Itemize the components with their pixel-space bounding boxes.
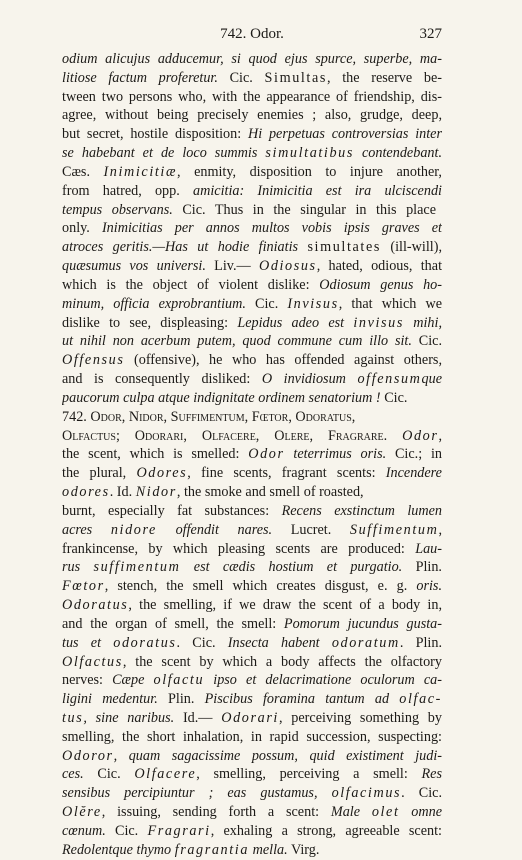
- text-line: [62, 182, 442, 201]
- text-run: tus: [62, 709, 84, 726]
- text-run: Olĕre: [62, 804, 102, 821]
- text-run: simultates: [307, 239, 381, 256]
- text-line: [62, 841, 442, 860]
- text-run: but secret, hostile disposition:: [62, 126, 248, 143]
- text-run: Recens exstinctum lumen: [281, 502, 442, 519]
- text-run: burnt, especially fat substances:: [62, 502, 282, 519]
- text-run: Cic.: [245, 295, 288, 312]
- text-run: Offensus: [62, 352, 125, 369]
- text-run: (offensive), he who has offended against others,: [124, 352, 442, 369]
- text-run: Olfacere: [134, 766, 197, 783]
- text-run: tempus observans.: [62, 201, 173, 218]
- text-run: Fragrari: [147, 822, 211, 839]
- text-run: mella.: [249, 841, 288, 858]
- text-run: simultatibus: [265, 145, 354, 162]
- text-line: [62, 653, 442, 672]
- text-line: [62, 483, 442, 502]
- text-run: Cic.: [217, 69, 265, 86]
- text-run: which is the object of violent dislike:: [62, 276, 320, 293]
- text-run: fragrantia: [174, 841, 250, 858]
- text-line: [62, 521, 442, 540]
- text-run: Insecta habent: [227, 634, 332, 651]
- text-line: [62, 163, 442, 182]
- text-run: Cic.: [105, 822, 148, 839]
- text-line: [62, 671, 442, 690]
- text-run: Cic. Thus in the singular in this place: [172, 201, 437, 218]
- text-run: tween two persons who, with the appearance of friendship, dis-: [62, 88, 442, 105]
- text-run: , quam sagacissime possum, quid existiment judi-: [113, 747, 442, 764]
- text-run: suffimentum: [93, 559, 181, 576]
- text-run: Male: [330, 804, 372, 821]
- text-line: [62, 332, 442, 351]
- text-run: (ill-will),: [380, 239, 442, 256]
- text-run: teterrimus oris.: [284, 446, 387, 463]
- text-run: Odoratus: [62, 597, 129, 614]
- text-run: nidore: [110, 521, 157, 538]
- text-run: Nidor: [135, 484, 177, 501]
- text-run: ,: [438, 427, 442, 444]
- text-run: , the scent by which a body affects the olfactory: [122, 653, 442, 670]
- text-run: dislike to see, displeasing:: [62, 314, 238, 331]
- text-run: Cic.; in: [386, 446, 442, 463]
- text-run: que: [421, 371, 442, 388]
- text-run: Inimicitiæ: [103, 163, 178, 180]
- text-run: Piscibus foramina tantum ad: [204, 691, 400, 708]
- text-run: tus et: [62, 634, 114, 651]
- text-run: Odor, Nidor, Suffimentum, Fœtor, Odoratus,: [90, 408, 356, 425]
- text-run: , hated, odious, that: [316, 258, 442, 275]
- text-run: Cic.: [380, 389, 408, 406]
- text-run: odores: [62, 484, 110, 501]
- text-run: offensum: [357, 371, 422, 388]
- text-run: Plin.: [402, 559, 442, 576]
- text-run: ligini medentur.: [62, 691, 158, 708]
- text-line: [62, 709, 442, 728]
- text-line: [62, 747, 442, 766]
- text-run: Virg.: [287, 841, 320, 858]
- text-run: Fœtor: [62, 578, 105, 595]
- text-run: , issuing, sending forth a scent:: [101, 804, 331, 821]
- text-run: paucorum culpa atque indignitate ordinem senatorium !: [62, 389, 381, 406]
- text-run: , sine naribus.: [83, 709, 175, 726]
- text-line: [62, 558, 442, 577]
- text-run: olet: [371, 804, 400, 821]
- text-run: frankincense, by which pleasing scents are produced:: [62, 540, 416, 557]
- text-line: [62, 408, 442, 427]
- text-line: [62, 822, 442, 841]
- page-number: 327: [419, 26, 442, 42]
- text-line: [62, 784, 442, 803]
- text-run: olfactu: [153, 672, 205, 689]
- text-run: agree, without being precisely enemies ; also, grudge, deep,: [62, 107, 442, 124]
- text-line: [62, 69, 442, 88]
- text-line: [62, 125, 442, 144]
- text-run: minum, officia exprobrantium.: [62, 295, 246, 312]
- text-line: [62, 464, 442, 483]
- text-line: [62, 314, 442, 333]
- text-line: [62, 257, 442, 276]
- text-run: . Cic.: [176, 634, 228, 651]
- text-run: Lucret.: [272, 521, 350, 538]
- text-line: [62, 238, 442, 257]
- text-line: [62, 106, 442, 125]
- text-line: [62, 144, 442, 163]
- text-run: odoratus: [113, 634, 177, 651]
- running-title: 742. Odor.: [220, 26, 284, 42]
- text-line: [62, 445, 442, 464]
- text-line: [62, 728, 442, 747]
- text-run: ipso et delacrimatione oculorum ca-: [204, 672, 442, 689]
- text-run: Pomorum jucundus gusta-: [283, 615, 442, 632]
- text-run: Plin.: [157, 691, 205, 708]
- text-run: , enmity, disposition to injure another,: [177, 163, 442, 180]
- text-run: Cæs.: [62, 163, 104, 180]
- text-run: Odores: [136, 465, 188, 482]
- text-run: olfacimus: [331, 785, 402, 802]
- text-run: contendebant.: [353, 145, 442, 162]
- text-run: and the organ of smell, the smell:: [62, 615, 284, 632]
- text-run: , the smoke and smell of roasted,: [176, 484, 364, 501]
- text-run: smelling, the short inhalation, in rapid succession, suspecting:: [62, 728, 442, 745]
- text-run: omne: [399, 804, 442, 821]
- text-line: [62, 370, 442, 389]
- text-run: ut nihil non acerbum putem, quod commune cum illo sit.: [62, 333, 412, 350]
- text-line: [62, 389, 442, 408]
- text-run: rus: [62, 559, 94, 576]
- text-run: Hi perpetuas controversias inter: [247, 126, 442, 143]
- text-line: [62, 615, 442, 634]
- text-run: 742.: [62, 408, 91, 425]
- text-run: Lau-: [415, 540, 442, 557]
- text-line: [62, 201, 442, 220]
- text-run: , smelling, perceiving a smell:: [196, 766, 422, 783]
- text-run: olfac-: [399, 691, 442, 708]
- text-run: , that which we: [338, 295, 442, 312]
- text-run: and is consequently disliked:: [62, 371, 262, 388]
- text-run: Redolentque thymo: [62, 841, 175, 858]
- text-run: Cic.: [411, 333, 442, 350]
- text-run: sensibus percipiuntur ; eas gustamus,: [62, 785, 332, 802]
- text-line: [62, 219, 442, 238]
- text-line: [62, 765, 442, 784]
- text-run: quæsumus vos universi.: [62, 258, 206, 275]
- text-run: Odoror: [62, 747, 114, 764]
- text-run: Incendere: [385, 465, 442, 482]
- text-run: , the reserve be-: [327, 69, 442, 86]
- text-line: [62, 634, 442, 653]
- body-text: [62, 50, 442, 860]
- text-run: , fine scents, fragrant scents:: [187, 465, 386, 482]
- text-line: [62, 690, 442, 709]
- text-line: [62, 351, 442, 370]
- text-run: litiose factum proferetur.: [62, 69, 218, 86]
- text-run: amicitia: Inimicitia est ira ulciscendi: [192, 182, 442, 199]
- text-run: Res: [421, 766, 442, 783]
- text-run: Simultas: [264, 69, 327, 86]
- running-header: [62, 26, 442, 46]
- text-run: Odor: [402, 427, 439, 444]
- text-run: Liv.—: [205, 258, 259, 275]
- text-run: O invidiosum: [261, 371, 358, 388]
- text-line: [62, 50, 442, 69]
- text-run: odoratum: [331, 634, 400, 651]
- text-run: ,: [438, 521, 442, 538]
- text-line: [62, 88, 442, 107]
- text-run: est cædis hostium et purgatio.: [180, 559, 403, 576]
- text-run: Olfactus; Odorari, Olfacere, Olere, Fragrare.: [62, 427, 403, 444]
- text-line: [62, 803, 442, 822]
- text-run: . Plin.: [399, 634, 442, 651]
- text-run: Inimicitias per annos multos vobis ipsis graves et: [101, 220, 442, 237]
- text-run: invisus: [353, 314, 404, 331]
- text-run: odium alicujus adducemur, si quod ejus spurce, superbe, ma-: [62, 51, 442, 67]
- text-run: only.: [62, 220, 102, 237]
- text-run: oris.: [416, 578, 442, 595]
- text-line: [62, 502, 442, 521]
- text-line: [62, 276, 442, 295]
- text-run: Cæpe: [112, 672, 154, 689]
- text-line: [62, 596, 442, 615]
- text-run: Id.—: [174, 709, 222, 726]
- text-line: [62, 577, 442, 596]
- text-run: Odor: [248, 446, 285, 463]
- text-run: the scent, which is smelled:: [62, 446, 249, 463]
- text-run: Odorari: [221, 709, 279, 726]
- text-run: Invisus: [287, 295, 339, 312]
- text-line: [62, 295, 442, 314]
- text-run: . Id.: [109, 484, 136, 501]
- text-run: the plural,: [62, 465, 137, 482]
- text-run: se habebant et de loco summis: [62, 145, 266, 162]
- text-run: Cic.: [83, 766, 135, 783]
- text-run: acres: [62, 521, 111, 538]
- text-run: Odiosum genus ho-: [319, 276, 442, 293]
- text-run: , the smelling, if we draw the scent of a body in,: [128, 597, 442, 614]
- text-run: , perceiving something by: [278, 709, 442, 726]
- text-run: , stench, the smell which creates disgust, e. g.: [104, 578, 417, 595]
- text-run: from hatred, opp.: [62, 182, 193, 199]
- text-run: . Cic.: [401, 785, 442, 802]
- text-run: , exhaling a strong, agreeable scent:: [210, 822, 442, 839]
- text-run: Olfactus: [62, 653, 123, 670]
- text-run: offendit nares.: [156, 521, 273, 538]
- text-run: Suffimentum: [349, 521, 439, 538]
- text-run: Odiosus: [258, 258, 317, 275]
- text-run: ces.: [62, 766, 84, 783]
- text-line: [62, 427, 442, 446]
- text-line: [62, 540, 442, 559]
- text-run: nerves:: [62, 672, 113, 689]
- text-run: Lepidus adeo est: [237, 314, 354, 331]
- text-run: atroces geritis.—Has ut hodie finiatis: [62, 239, 308, 256]
- text-run: cœnum.: [62, 822, 106, 839]
- text-run: mihi,: [403, 314, 442, 331]
